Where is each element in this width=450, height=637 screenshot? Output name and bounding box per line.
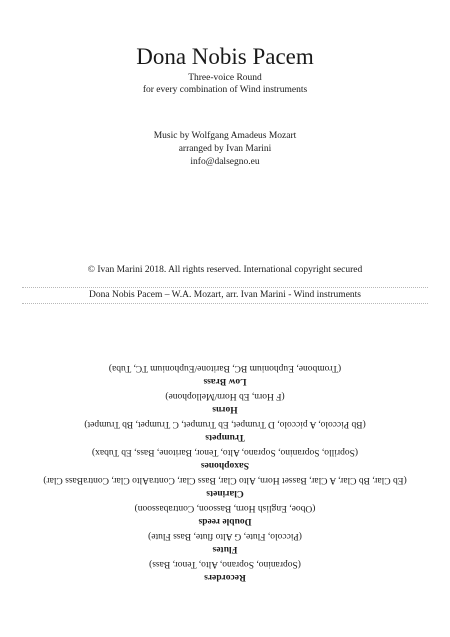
group-list-trumpets: (Bb Piccolo, A piccolo, D Trumpet, Eb Trumpet, C Trumpet, Bb Trumpet)	[84, 419, 366, 429]
subtitle-instrumentation: for every combination of Wind instruments	[142, 85, 308, 95]
group-name-recorders: Recorders	[204, 572, 246, 582]
group-list-flutes: (Piccolo, Flute, G Alto flute, Bass Flute)	[148, 531, 302, 541]
copyright-notice: © Ivan Marini 2018. All rights reserved. International copyright secured	[87, 265, 363, 275]
contact-email: info@dalsegno.eu	[190, 157, 260, 167]
divider-bottom	[22, 303, 428, 304]
group-name-flutes: Flutes	[212, 544, 238, 554]
group-name-double-reeds: Double reeds	[198, 516, 252, 526]
group-list-low-brass: (Trombone, Euphonium BC, Baritone/Euphonium TC, Tuba)	[108, 363, 342, 373]
arranger-credit: arranged by Ivan Marini	[178, 144, 272, 154]
composer-credit: Music by Wolfgang Amadeus Mozart	[153, 131, 297, 141]
divider-top	[22, 287, 428, 288]
group-list-horns: (F Horn, Eb Horn/Mellophone)	[165, 391, 285, 401]
group-list-clarinets: (Eb Clar, Bb Clar, A Clar, Basset Horn, Alto Clar, Bass Clar, ContraAlto Clar, ContraBass Clar)	[43, 475, 407, 485]
instrument-list-upside-down	[0, 360, 450, 585]
group-name-clarinets: Clarinets	[206, 488, 244, 498]
group-name-saxophones: Saxophones	[200, 460, 250, 470]
group-list-recorders: (Sopranino, Soprano, Alto, Tenor, Bass)	[149, 559, 301, 569]
group-name-trumpets: Trumpets	[205, 432, 245, 442]
subtitle-voices: Three-voice Round	[188, 73, 262, 83]
group-name-horns: Horns	[212, 404, 238, 414]
page-title: Dona Nobis Pacem	[136, 44, 314, 69]
group-list-saxophones: (Soprillo, Sopranino, Soprano, Alto, Tenor, Baritone, Bass, Eb Tubax)	[91, 447, 359, 457]
group-name-low-brass: Low Brass	[203, 376, 247, 386]
group-list-double-reeds: (Oboe, English Horn, Bassoon, Contrabassoon)	[134, 503, 316, 513]
running-header: Dona Nobis Pacem – W.A. Mozart, arr. Ivan Marini - Wind instruments	[89, 290, 361, 300]
